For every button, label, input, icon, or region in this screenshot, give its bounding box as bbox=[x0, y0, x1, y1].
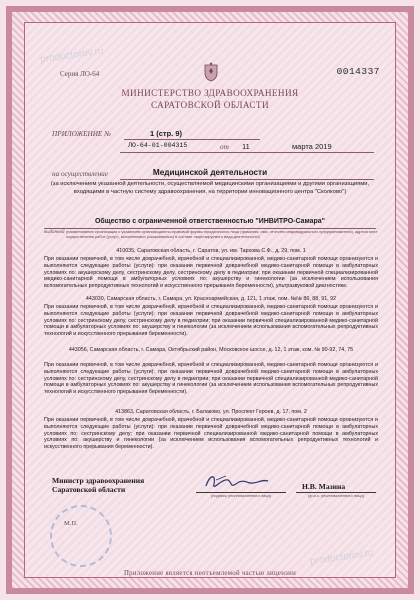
appendix-value: 1 (стр. 9) bbox=[150, 129, 183, 138]
watermark-bottom: prodoctorov.ru bbox=[309, 547, 375, 568]
activity-title: Медицинской деятельности bbox=[152, 168, 268, 177]
exclusion-note: (за исключением указанной деятельности, осуществляемой медицинскими организациями и другими организациями, входящими в частную систему здравоохранения, на территории инновационного центра "Сколково") bbox=[50, 181, 370, 195]
ministry-line-1: МИНИСТЕРСТВО ЗДРАВООХРАНЕНИЯ bbox=[121, 88, 299, 98]
activity-label: на осуществление bbox=[52, 170, 108, 178]
issued-to-label: выданной bbox=[44, 230, 65, 235]
issued-to-note: (наименование организации с указанием организационно-правовой формы юридического лица (фамилия, имя, отчество индивидуального предпринимателя), адреса мест осуществления работ (услуг), выполняемых (оказываемых) в составе лицензируемого вида деятельности) bbox=[66, 229, 378, 239]
license-number: ЛО-64-01-004315 bbox=[128, 142, 188, 149]
signatory-title bbox=[52, 476, 144, 495]
series-label: Серия ЛО-64 bbox=[60, 70, 100, 78]
ministry-line-2: САРАТОВСКОЙ ОБЛАСТИ bbox=[151, 99, 269, 110]
serial-number: 0014337 bbox=[336, 66, 380, 77]
services-text-3: При оказании первичной, в том числе доврачебной, врачебной и специализированной, медико-санитарной помощи организуются и выполняются следующие работы (услуги): при оказании первичной доврачебной медико-санитарной помощи в амбулаторных условиях по: сестринскому делу, сестринскому делу в педиатрии; при оказании первичной специализированной медико-санитарной помощи в амбулаторных условиях по: акушерству и гинекологии (за исключением использования вспомогательных репродуктивных технологий и искусственного прерывания беременности). bbox=[44, 362, 378, 396]
address-1: 410035, Саратовская область, г. Саратов, ул. им. Тархова С.Ф., д. 29, пом. 1 bbox=[116, 248, 306, 254]
address-2: 443030, Самарская область, г. Самара, ул. Красноармейская, д. 121, 1 этаж, пом. №№ 86, 88, 91, 92 bbox=[85, 296, 337, 302]
signatory-title-line-2: Саратовской области bbox=[52, 485, 126, 495]
signature-caption: (подпись уполномоченного лица) bbox=[211, 493, 271, 498]
appendix-label: ПРИЛОЖЕНИЕ № bbox=[52, 130, 111, 138]
license-month-year: марта 2019 bbox=[292, 142, 332, 151]
watermark-top: prodoctorov.ru bbox=[39, 45, 105, 66]
address-3: 443056, Самарская область, г. Самара, Октябрьский район, Московское шоссе, д. 12, 1 этаж, ком. № 90-92, 74, 75 bbox=[68, 347, 354, 353]
coat-of-arms-icon bbox=[203, 62, 219, 82]
footer-note: Приложение является неотъемлемой частью лицензии bbox=[123, 570, 297, 577]
organization-name: Общество с ограниченной ответственностью "ИНВИТРО-Самара" bbox=[94, 218, 325, 225]
mp-label: М.П. bbox=[64, 520, 78, 527]
name-caption: (ф.и.о. уполномоченного лица) bbox=[308, 493, 364, 498]
address-4: 413863, Саратовская область, г. Балаково, ул. Проспект Героев, д. 17, пом. 2 bbox=[115, 409, 307, 415]
services-text-1: При оказании первичной, в том числе доврачебной, врачебной и специализированной, медико-санитарной помощи организуются и выполняются следующие работы (услуги): при оказании первичной доврачебной медико-санитарной помощи в амбулаторных условиях по: акушерскому делу, сестринскому делу, сестринскому делу в педиатрии; при оказании первичной специализированной медико-санитарной помощи в амбулаторных условиях по: акушерству и гинекологии (за исключением использования вспомогательных репродуктивных технологий и искусственного прерывания беременности), ультразвуковой диагностике. bbox=[44, 256, 378, 290]
ministry-heading bbox=[30, 88, 390, 111]
appendix-underline bbox=[124, 139, 260, 140]
activity-underline bbox=[120, 179, 374, 180]
services-text-2: При оказании первичной, в том числе доврачебной, врачебной и специализированной, медико-санитарной помощи организуются и выполняются следующие работы (услуги): при оказании первичной доврачебной медико-санитарной помощи в амбулаторных условиях по: сестринскому делу, сестринскому делу в педиатрии; при оказании первичной специализированной медико-санитарной помощи в амбулаторных условиях по: акушерству и гинекологии (за исключением использования вспомогательных репродуктивных технологий и искусственного прерывания беременности). bbox=[44, 304, 378, 338]
services-text-4: При оказании первичной, в том числе доврачебной, врачебной и специализированной, медико-санитарной помощи организуются и выполняются следующие работы (услуги): при оказании первичной доврачебной медико-санитарной помощи в амбулаторных условиях по: сестринскому делу; при оказании первичной специализированной медико-санитарной помощи в амбулаторных условиях по: акушерству и гинекологии (за исключением использования вспомогательных репродуктивных технологий и искусственного прерывания беременности). bbox=[44, 417, 378, 451]
signatory-title-line-1: Министр здравоохранения bbox=[52, 476, 145, 485]
signatory-name: Н.В. Мазина bbox=[302, 482, 346, 491]
from-label: от bbox=[220, 143, 229, 151]
signature-icon bbox=[202, 470, 272, 494]
license-day: 11 bbox=[242, 142, 250, 151]
official-stamp bbox=[50, 505, 112, 567]
license-underline bbox=[120, 152, 374, 153]
